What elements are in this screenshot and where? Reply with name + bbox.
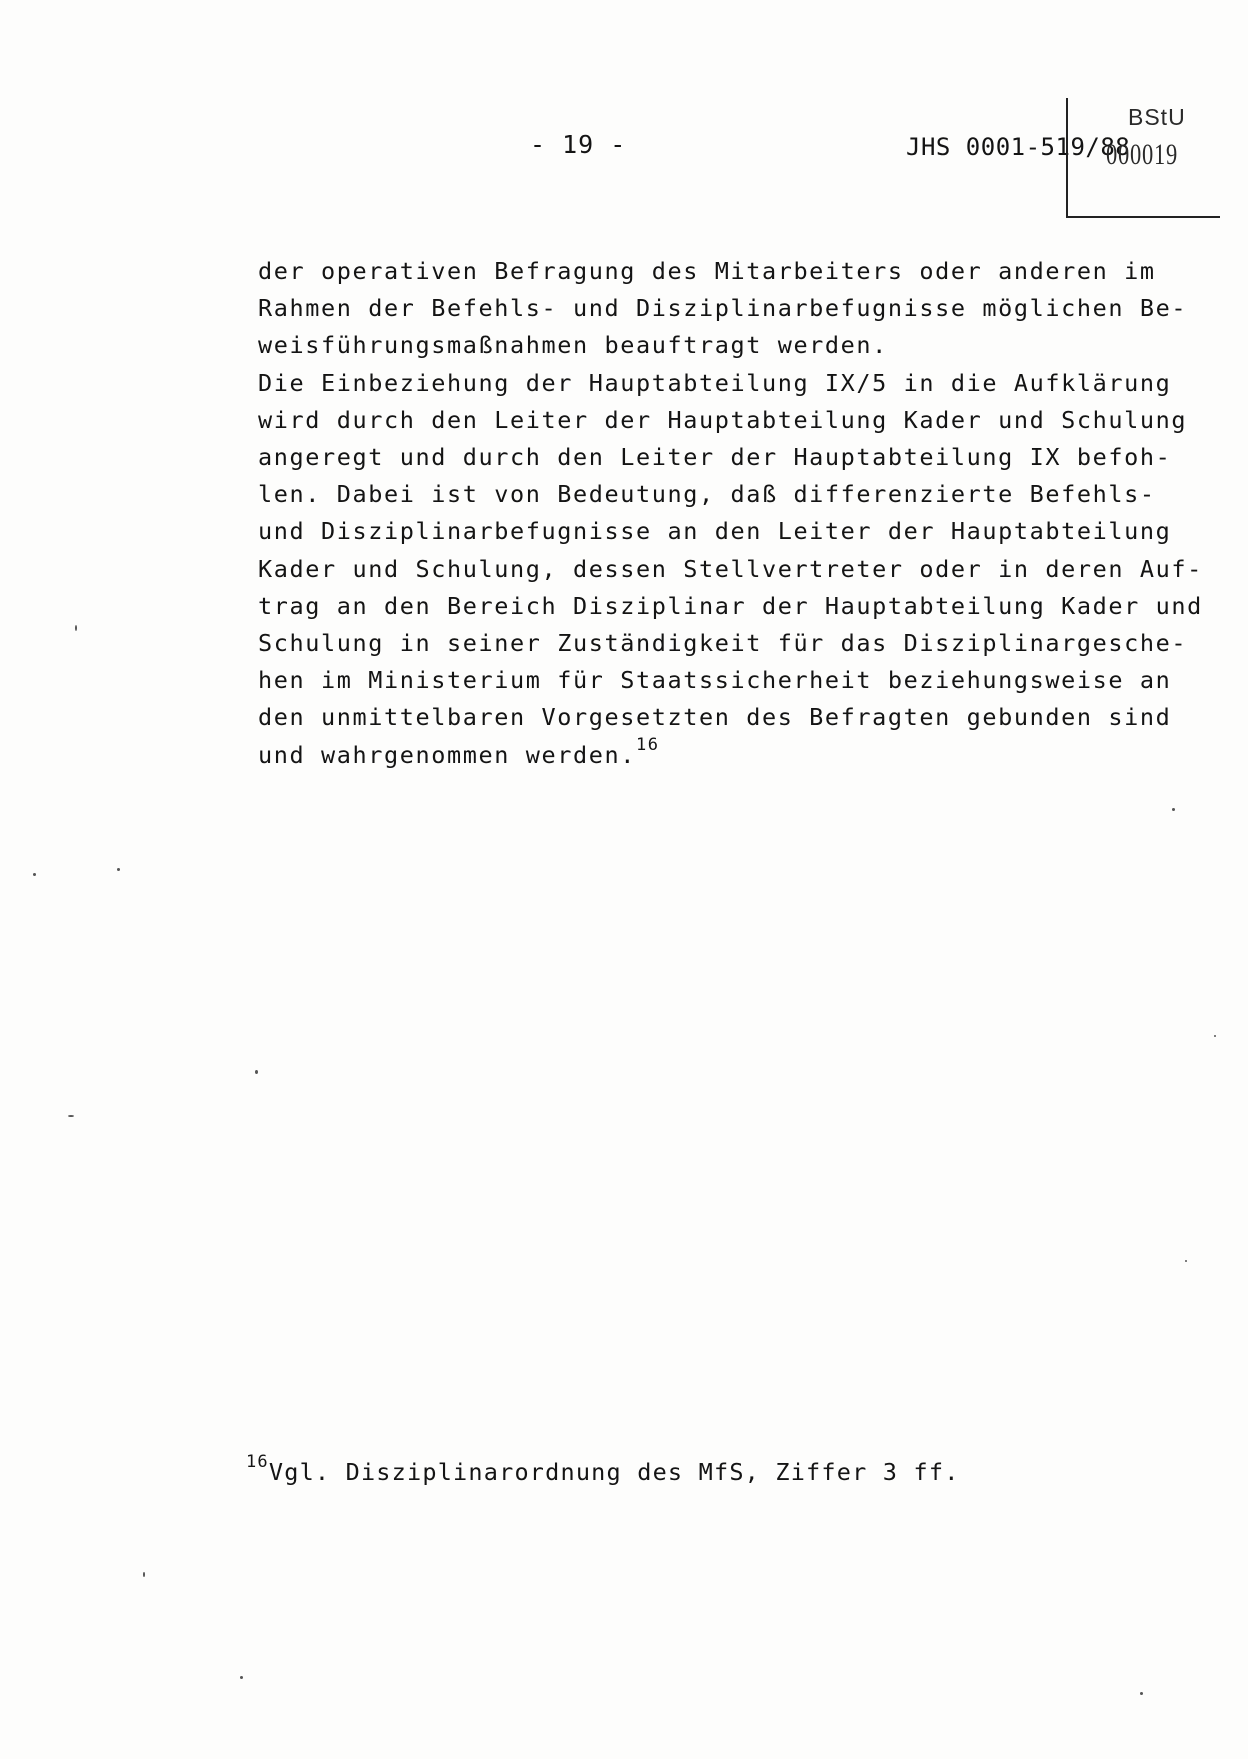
scan-speck — [33, 873, 36, 876]
scan-speck — [117, 868, 120, 871]
body-text — [258, 253, 1203, 774]
text-line: Rahmen der Befehls- und Disziplinarbefugnisse möglichen Be- — [258, 294, 1188, 323]
text-line: der operativen Befragung des Mitarbeiters oder anderen im — [258, 257, 1156, 285]
last-line-text: und wahrgenommen werden. — [258, 740, 636, 769]
scan-speck — [143, 1572, 145, 1577]
text-line: Schulung in seiner Zuständigkeit für das Disziplinargesche- — [258, 629, 1188, 658]
text-line: weisführungsmaßnahmen beauftragt werden. — [258, 331, 888, 360]
stamp-number: 000019 — [1106, 138, 1178, 171]
text-line: Kader und Schulung, dessen Stellvertreter oder in deren Auf- — [258, 554, 1203, 583]
scan-speck — [1140, 1692, 1143, 1695]
scan-speck — [68, 1115, 74, 1117]
scan-speck — [75, 625, 77, 631]
scan-speck — [1172, 808, 1175, 811]
text-line-last — [258, 734, 1188, 774]
text-line: den unmittelbaren Vorgesetzten des Befragten gebunden sind — [258, 703, 1172, 732]
text-line: und Disziplinarbefugnisse an den Leiter der Hauptabteilung — [258, 517, 1172, 546]
footnote — [246, 1452, 960, 1486]
scan-speck — [1214, 1035, 1216, 1037]
text-line: hen im Ministerium für Staatssicherheit beziehungsweise an — [258, 666, 1172, 695]
text-line: wird durch den Leiter der Hauptabteilung Kader und Schulung — [258, 405, 1188, 434]
text-line: trag an den Bereich Disziplinar der Hauptabteilung Kader und — [258, 591, 1203, 620]
footnote-marker: 16 — [246, 1452, 269, 1472]
footnote-reference: 16 — [635, 734, 660, 755]
stamp-label: BStU — [1128, 104, 1186, 130]
text-line: len. Dabei ist von Bedeutung, daß differenzierte Befehls- — [258, 480, 1156, 509]
document-reference: JHS 0001-519/88 — [906, 133, 1131, 161]
scan-speck — [240, 1676, 243, 1679]
text-line: Die Einbeziehung der Hauptabteilung IX/5 in die Aufklärung — [258, 368, 1172, 397]
text-line: angeregt und durch den Leiter der Hauptabteilung IX befoh- — [258, 443, 1172, 472]
scan-speck — [255, 1070, 258, 1074]
archive-stamp — [1066, 98, 1220, 218]
footnote-text: Vgl. Disziplinarordnung des MfS, Ziffer 3 ff. — [268, 1458, 960, 1486]
scan-speck — [1185, 1260, 1187, 1262]
page-number: - 19 - — [530, 130, 627, 159]
